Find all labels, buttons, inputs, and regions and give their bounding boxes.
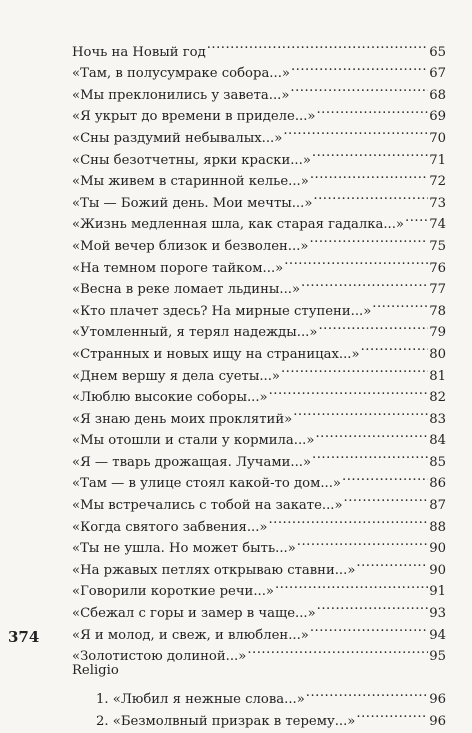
toc-entry-title: «Ты не ушла. Но может быть...»	[72, 541, 296, 557]
dot-leader	[293, 401, 428, 423]
toc-entry-title: «Кто плачет здесь? На мирные ступени...»	[72, 303, 372, 319]
dot-leader	[284, 250, 428, 272]
dot-leader	[317, 595, 429, 617]
toc-entry-title: «На темном пороге тайком...»	[72, 260, 284, 276]
toc-entry-title: «Мы встречались с тобой на закате...»	[72, 498, 343, 514]
toc-entry-page: 65	[429, 44, 446, 60]
toc-entry-page: 90	[429, 541, 446, 557]
dot-leader	[291, 56, 428, 78]
section-heading: Religio	[72, 663, 119, 679]
toc-entry-title: «Мой вечер близок и безволен...»	[72, 238, 309, 254]
toc-entry-page: 75	[429, 238, 446, 254]
toc-entry-title: «Ты — Божий день. Мои мечты...»	[72, 195, 313, 211]
toc-entry-title: «Сны безотчетны, ярки краски...»	[72, 152, 311, 168]
dot-leader	[312, 444, 428, 466]
dot-leader	[372, 293, 428, 315]
toc-entry-page: 77	[429, 282, 446, 298]
toc-entry-page: 70	[429, 130, 446, 146]
toc-entry-page: 76	[429, 260, 446, 276]
toc-entry-page: 86	[429, 476, 446, 492]
toc-entry-page: 80	[429, 346, 446, 362]
dot-leader	[247, 639, 428, 661]
toc-entry-title: «Весна в реке ломает льдины...»	[72, 282, 301, 298]
page-number: 374	[8, 628, 40, 646]
dot-leader	[268, 509, 428, 531]
toc-entry-title: «На ржавых петлях открываю ставни...»	[72, 562, 356, 578]
toc-entry-page: 72	[429, 174, 446, 190]
toc-entry-page: 95	[429, 649, 446, 665]
dot-leader	[342, 466, 428, 488]
toc-entry-page: 73	[429, 195, 446, 211]
toc-entry-title: 1. «Любил я нежные слова...»	[96, 692, 305, 708]
toc-entry-page: 69	[429, 109, 446, 125]
toc-entry-title: «Когда святого забвения...»	[72, 519, 268, 535]
toc-entry-page: 67	[429, 66, 446, 82]
toc-entry-title: «Люблю высокие соборы...»	[72, 390, 268, 406]
toc-entry-page: 87	[429, 498, 446, 514]
toc-entry-title: «Золотистою долиной...»	[72, 649, 247, 665]
toc-entry-title: «Я укрыт до времени в приделе...»	[72, 109, 316, 125]
toc-entry-title: «Я — тварь дрожащая. Лучами...»	[72, 454, 312, 470]
toc-entry-page: 96	[429, 714, 446, 729]
toc-entry-page: 74	[429, 217, 446, 233]
toc-entry-title: «Мы живем в старинной келье...»	[72, 174, 309, 190]
toc-entry-title: «Мы преклонились у завета...»	[72, 87, 290, 103]
dot-leader	[306, 682, 428, 704]
toc-entry-page: 84	[429, 433, 446, 449]
toc-entries	[72, 34, 446, 665]
toc-entry-page: 85	[429, 454, 446, 470]
toc-entry	[96, 682, 446, 708]
dot-leader	[405, 207, 428, 229]
toc-entry-title: «Сбежал с горы и замер в чаще...»	[72, 606, 316, 622]
toc-entry-title: «Я знаю день моих проклятий»	[72, 411, 293, 427]
toc-entry-title: «Я и молод, и свеж, и влюблен...»	[72, 627, 309, 643]
toc-entry-page: 71	[429, 152, 446, 168]
toc-entry-page: 81	[429, 368, 446, 384]
toc-entry-page: 78	[429, 303, 446, 319]
dot-leader	[315, 423, 428, 445]
toc-entry-page: 94	[429, 627, 446, 643]
toc-entry-page: 68	[429, 87, 446, 103]
toc-entry-page: 96	[429, 692, 446, 708]
toc-entry-title: «Странных и новых ищу на страницах...»	[72, 346, 360, 362]
dot-leader	[269, 380, 429, 402]
dot-leader	[313, 185, 428, 207]
toc-entry-title: «Сны раздумий небывалых...»	[72, 130, 283, 146]
toc-entry-page: 82	[429, 390, 446, 406]
dot-leader	[356, 552, 428, 574]
dot-leader	[356, 703, 428, 725]
toc-entry	[72, 34, 446, 60]
dot-leader	[281, 358, 428, 380]
toc-entry-page: 90	[429, 562, 446, 578]
toc-entry-title: «Утомленный, я терял надежды...»	[72, 325, 318, 341]
toc-entry-title: «Там, в полусумраке собора...»	[72, 66, 290, 82]
table-of-contents	[72, 34, 446, 729]
dot-leader	[309, 228, 428, 250]
dot-leader	[316, 99, 428, 121]
toc-entry-title: Ночь на Новый год	[72, 44, 206, 60]
toc-entry-page: 93	[429, 606, 446, 622]
toc-entry-title: «Говорили короткие речи...»	[72, 584, 274, 600]
dot-leader	[361, 336, 429, 358]
dot-leader	[301, 272, 428, 294]
dot-leader	[207, 34, 429, 56]
toc-entry-page: 83	[429, 411, 446, 427]
toc-entry-title: «Днем вершу я дела суеты...»	[72, 368, 280, 384]
dot-leader	[310, 164, 428, 186]
dot-leader	[290, 77, 428, 99]
dot-leader	[310, 617, 428, 639]
toc-entry-title: «Жизнь медленная шла, как старая гадалка...»	[72, 217, 405, 233]
section-entries	[72, 682, 446, 729]
dot-leader	[312, 142, 428, 164]
dot-leader	[318, 315, 428, 337]
dot-leader	[283, 120, 428, 142]
toc-entry-page: 88	[429, 519, 446, 535]
toc-entry-page: 91	[429, 584, 446, 600]
toc-entry-title: «Там — в улице стоял какой-то дом...»	[72, 476, 342, 492]
dot-leader	[344, 487, 429, 509]
dot-leader	[275, 574, 428, 596]
dot-leader	[297, 531, 428, 553]
toc-entry-title: 2. «Безмолвный призрак в терему...»	[96, 714, 356, 729]
toc-entry-title: «Мы отошли и стали у кормила...»	[72, 433, 315, 449]
toc-entry-page: 79	[429, 325, 446, 341]
